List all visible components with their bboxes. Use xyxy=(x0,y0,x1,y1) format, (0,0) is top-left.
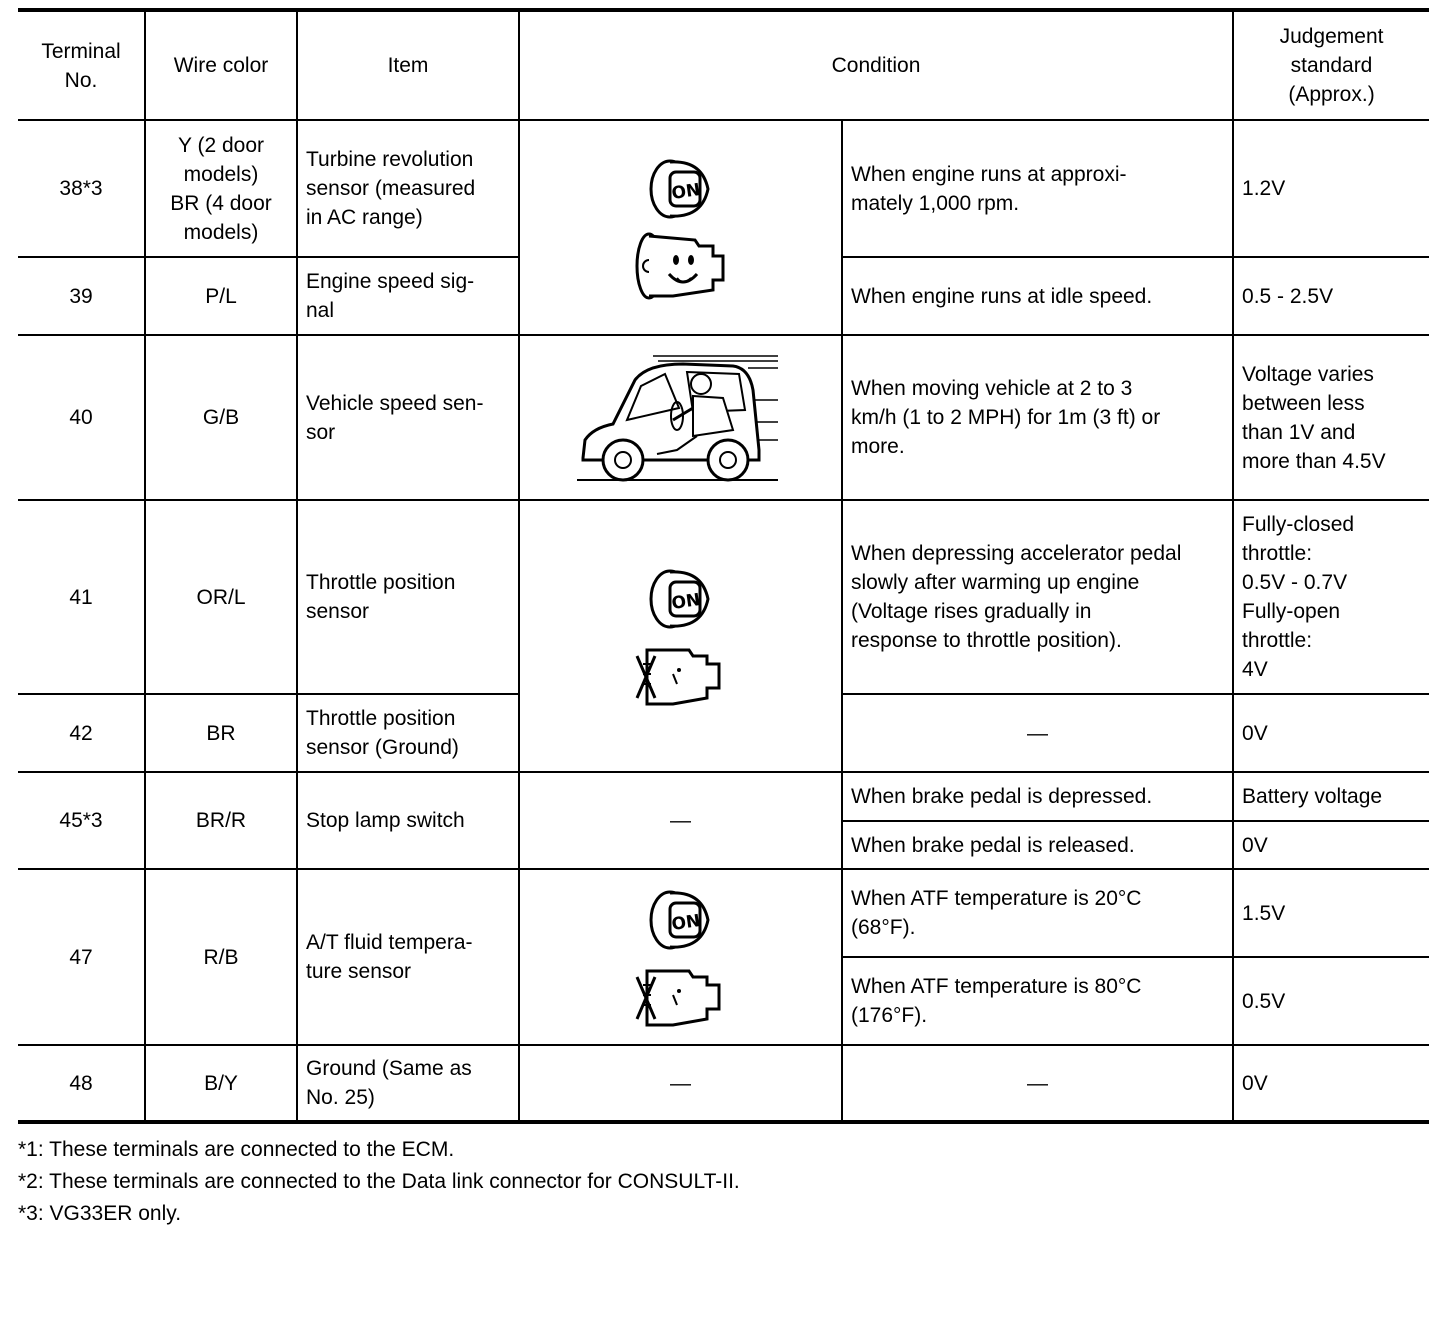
ignition-key-on-icon xyxy=(646,154,716,224)
footnotes xyxy=(18,1134,740,1230)
svg-text:ON: ON xyxy=(669,179,702,204)
terminal-no: 41 xyxy=(18,500,145,694)
condition-icon-none: — xyxy=(519,1045,842,1122)
car-driving-icon xyxy=(573,350,788,485)
condition-text: When brake pedal is depressed. xyxy=(842,772,1233,821)
wire-color: Y (2 door models) BR (4 door models) xyxy=(145,120,297,257)
judgement-value: 0V xyxy=(1233,1045,1429,1122)
condition-text: — xyxy=(842,1045,1233,1122)
terminal-no: 45*3 xyxy=(18,772,145,869)
header-terminal-no: Terminal No. xyxy=(18,10,145,120)
terminal-no: 48 xyxy=(18,1045,145,1122)
table-row xyxy=(18,500,1429,694)
terminal-no: 40 xyxy=(18,335,145,500)
condition-text: When engine runs at idle speed. xyxy=(842,257,1233,335)
ignition-key-on-icon xyxy=(646,885,716,955)
svg-text:ON: ON xyxy=(669,590,702,614)
judgement-value: 1.2V xyxy=(1233,120,1429,257)
judgement-value: 1.5V xyxy=(1233,869,1429,957)
judgement-value: 0.5 - 2.5V xyxy=(1233,257,1429,335)
ignition-key-on-icon xyxy=(646,564,716,634)
ignition-on-engine-stopped-icon xyxy=(519,500,842,772)
header-judgement-standard: Judgement standard (Approx.) xyxy=(1233,10,1429,120)
condition-text: When brake pedal is released. xyxy=(842,821,1233,869)
item-name: Turbine revolution sensor (measured in AC range) xyxy=(297,120,519,257)
condition-icon-none: — xyxy=(519,772,842,869)
wire-color: G/B xyxy=(145,335,297,500)
item-name: Engine speed sig- nal xyxy=(297,257,519,335)
ignition-on-engine-running-icon xyxy=(519,120,842,335)
header-item: Item xyxy=(297,10,519,120)
engine-stopped-icon xyxy=(633,640,728,708)
footnote: *1: These terminals are connected to the ECM. xyxy=(18,1138,455,1161)
terminal-no: 47 xyxy=(18,869,145,1045)
wire-color: B/Y xyxy=(145,1045,297,1122)
header-row xyxy=(18,10,1429,120)
wire-color: OR/L xyxy=(145,500,297,694)
header-condition: Condition xyxy=(519,10,1233,120)
engine-stopped-icon xyxy=(633,961,728,1029)
judgement-value: Battery voltage xyxy=(1233,772,1429,821)
condition-text: When ATF temperature is 20°C (68°F). xyxy=(842,869,1233,957)
item-name: A/T fluid tempera- ture sensor xyxy=(297,869,519,1045)
table-row xyxy=(18,120,1429,257)
item-name: Stop lamp switch xyxy=(297,772,519,869)
driving-vehicle-icon xyxy=(519,335,842,500)
engine-running-icon xyxy=(633,230,728,302)
table-row xyxy=(18,869,1429,957)
ignition-on-engine-stopped-icon xyxy=(519,869,842,1045)
table-row xyxy=(18,1045,1429,1122)
item-name: Throttle position sensor (Ground) xyxy=(297,694,519,772)
judgement-value: Voltage varies between less than 1V and more than 4.5V xyxy=(1233,335,1429,500)
header-wire-color: Wire color xyxy=(145,10,297,120)
terminal-no: 38*3 xyxy=(18,120,145,257)
condition-text: — xyxy=(842,694,1233,772)
item-name: Ground (Same as No. 25) xyxy=(297,1045,519,1122)
table-row xyxy=(18,772,1429,821)
judgement-value: 0V xyxy=(1233,821,1429,869)
wire-color: P/L xyxy=(145,257,297,335)
terminal-spec-table xyxy=(18,8,1429,1124)
item-name: Throttle position sensor xyxy=(297,500,519,694)
judgement-value: Fully-closed throttle: 0.5V - 0.7V Fully-open throttle: 4V xyxy=(1233,500,1429,694)
footnote: *2: These terminals are connected to the Data link connector for CONSULT-II. xyxy=(18,1170,740,1193)
condition-text: When engine runs at approxi- mately 1,000 rpm. xyxy=(842,120,1233,257)
wire-color: BR/R xyxy=(145,772,297,869)
judgement-value: 0.5V xyxy=(1233,957,1429,1045)
wire-color: R/B xyxy=(145,869,297,1045)
table-row xyxy=(18,335,1429,500)
condition-text: When depressing accelerator pedal slowly after warming up engine (Voltage rises gradually in response to throttle position). xyxy=(842,500,1233,694)
wire-color: BR xyxy=(145,694,297,772)
terminal-no: 42 xyxy=(18,694,145,772)
svg-text:ON: ON xyxy=(669,911,702,935)
condition-text: When ATF temperature is 80°C (176°F). xyxy=(842,957,1233,1045)
judgement-value: 0V xyxy=(1233,694,1429,772)
footnote: *3: VG33ER only. xyxy=(18,1202,182,1225)
terminal-no: 39 xyxy=(18,257,145,335)
item-name: Vehicle speed sen- sor xyxy=(297,335,519,500)
condition-text: When moving vehicle at 2 to 3 km/h (1 to 2 MPH) for 1m (3 ft) or more. xyxy=(842,335,1233,500)
